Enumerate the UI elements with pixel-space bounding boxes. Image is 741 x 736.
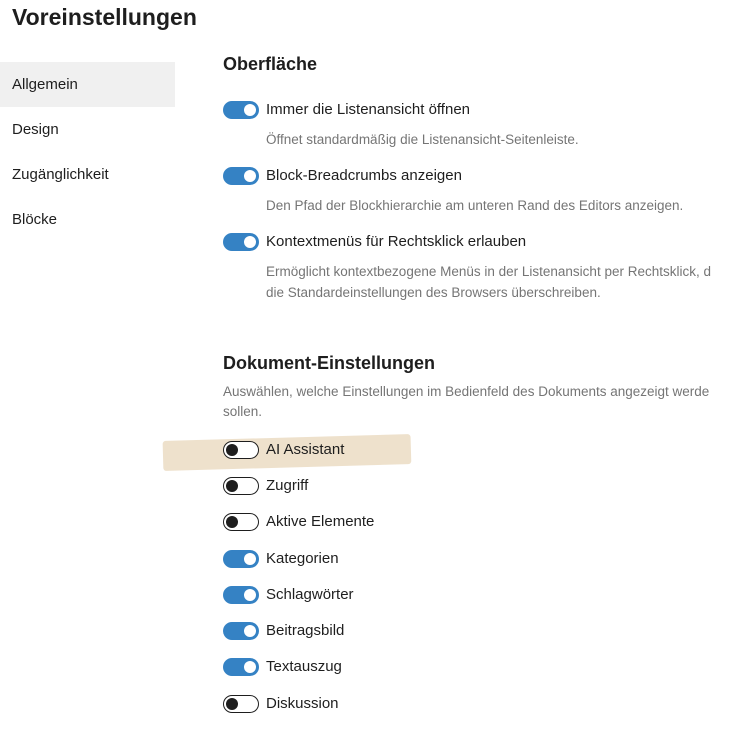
option-zugriff [223,476,741,496]
option-help-line: die Standardeinstellungen des Browsers überschreiben. [266,285,601,300]
toggle-ai-assistant[interactable] [223,441,259,459]
page-title: Voreinstellungen [12,4,197,30]
option-label-ai-assistant: AI Assistant [266,441,345,458]
toggle-breadcrumbs[interactable] [223,167,259,185]
section-description-line: Auswählen, welche Einstellungen im Bedienfeld des Dokuments angezeigt werde [223,384,710,399]
option-label-textauszug: Textauszug [266,658,342,675]
preferences-content [223,0,741,736]
option-help-list-view: Öffnet standardmäßig die Listenansicht-Seitenleiste. [266,132,579,147]
toggle-zugriff[interactable] [223,477,259,495]
option-label-breadcrumbs: Block-Breadcrumbs anzeigen [266,167,462,184]
toggle-knob [244,589,256,601]
option-list-view [223,100,741,150]
option-help-line: Ermöglicht kontextbezogene Menüs in der Listenansicht per Rechtsklick, d [266,264,711,279]
toggle-textauszug[interactable] [223,658,259,676]
toggle-knob [244,104,256,116]
preferences-sidebar [0,62,175,242]
option-label-context-menus: Kontextmenüs für Rechtsklick erlauben [266,233,527,250]
section-title-interface: Oberfläche [223,54,318,74]
option-breadcrumbs [223,166,741,216]
option-label-beitragsbild: Beitragsbild [266,622,345,639]
option-label-zugriff: Zugriff [266,477,309,494]
sidebar-item-bloecke[interactable]: Blöcke [12,211,58,228]
toggle-schlagwoerter[interactable] [223,586,259,604]
option-context-menus [223,232,741,303]
sidebar-item-zugaenglichkeit[interactable]: Zugänglichkeit [12,166,109,183]
toggle-diskussion[interactable] [223,695,259,713]
section-description-line: sollen. [223,404,263,419]
toggle-knob [244,170,256,182]
toggle-knob [244,661,256,673]
option-label-diskussion: Diskussion [266,695,339,712]
toggle-knob [244,625,256,637]
toggle-beitragsbild[interactable] [223,622,259,640]
section-description-document-settings [223,382,741,422]
toggle-context-menus[interactable] [223,233,259,251]
option-textauszug [223,657,741,677]
toggle-list-view[interactable] [223,101,259,119]
option-schlagwoerter [223,585,741,605]
option-label-kategorien: Kategorien [266,550,339,567]
section-title-document-settings: Dokument-Einstellungen [223,353,436,373]
option-help-context-menus [266,261,741,303]
option-ai-assistant [223,440,741,460]
toggle-knob [226,444,238,456]
toggle-knob [226,480,238,492]
option-label-list-view: Immer die Listenansicht öffnen [266,101,471,118]
option-aktive-elemente [223,512,741,532]
toggle-knob [244,553,256,565]
sidebar-item-allgemein[interactable]: Allgemein [0,62,175,107]
toggle-knob [244,236,256,248]
toggle-aktive-elemente[interactable] [223,513,259,531]
toggle-knob [226,516,238,528]
option-diskussion [223,694,741,714]
option-label-schlagwoerter: Schlagwörter [266,586,354,603]
toggle-kategorien[interactable] [223,550,259,568]
sidebar-item-design[interactable]: Design [12,121,59,138]
option-help-breadcrumbs: Den Pfad der Blockhierarchie am unteren Rand des Editors anzeigen. [266,198,684,213]
toggle-knob [226,698,238,710]
option-label-aktive-elemente: Aktive Elemente [266,513,375,530]
option-beitragsbild [223,621,741,641]
option-kategorien [223,549,741,569]
